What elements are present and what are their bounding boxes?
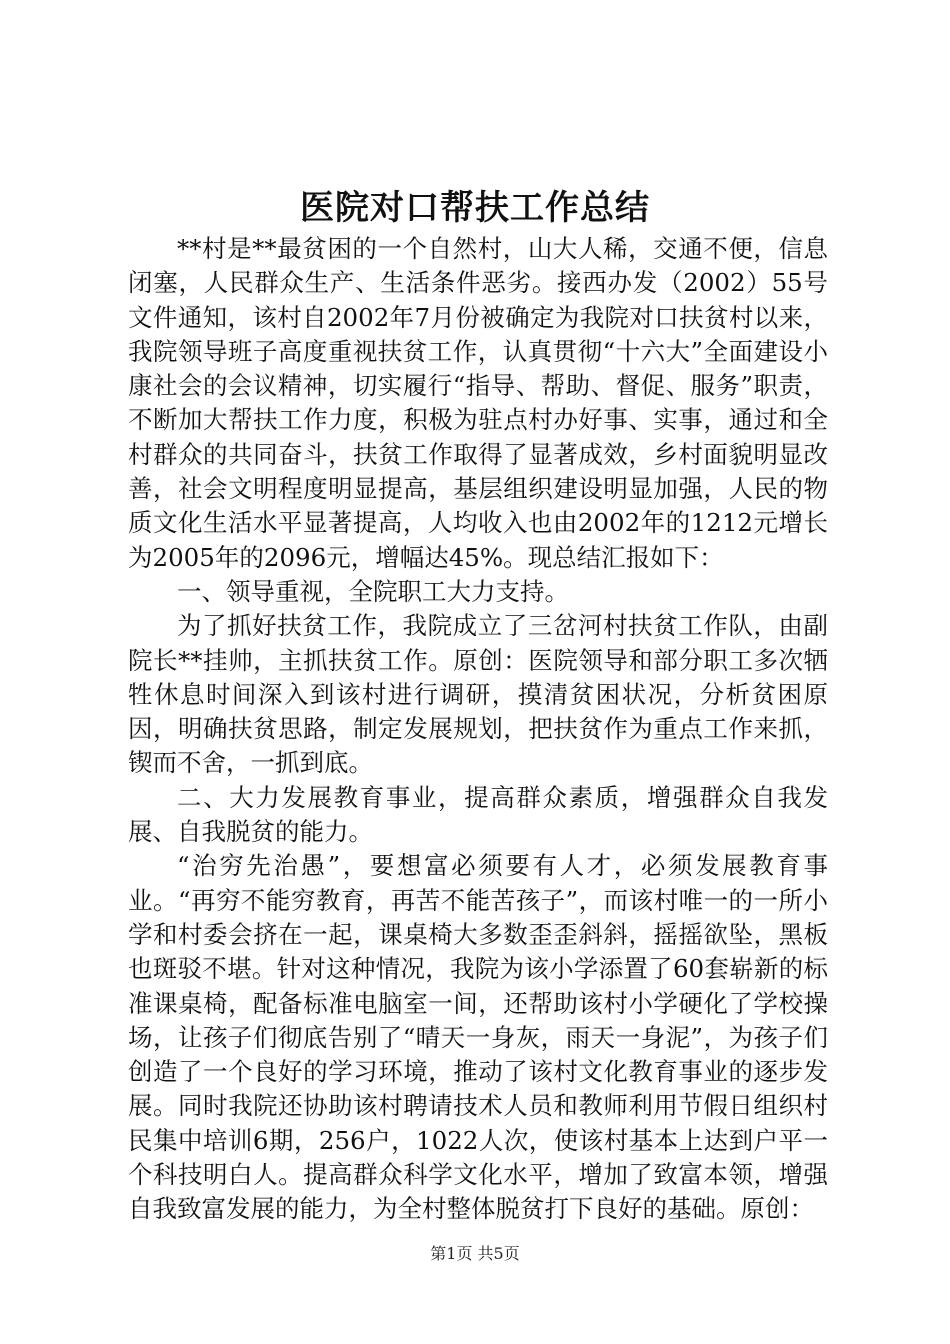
document-title: 医院对口帮扶工作总结 — [300, 188, 650, 228]
page-number-footer: 第1页 共5页 — [430, 1244, 520, 1263]
section-2-paragraph: “治穷先治愚”，要想富必须要有人才，必须发展教育事业。“再穷不能穷教育，再苦不能苦孩子”，而该村唯一的一所小学和村委会挤在一起，课桌椅大多数歪歪斜斜，摇摇欲坠，黑板也斑驳不堪。针对这种情况，我院为该小学添置了60套崭新的标准课桌椅，配备标准电脑室一间，还帮助该村小学硬化了学校操场，让孩子们彻底告别了“晴天一身灰，雨天一身泥”，为孩子们创造了一个良好的学习环境，推动了该村文化教育事业的逐步发展。同时我院还协助该村聘请技术人员和教师利用节假日组织村民集中培训6期，256户，1022人次，使该村基本上达到户平一个科技明白人。提高群众科学文化水平，增加了致富本领，增强自我致富发展的能力，为全村整体脱贫打下良好的基础。原创： — [128, 851, 828, 1224]
section-1-paragraph: 为了抓好扶贫工作，我院成立了三岔河村扶贫工作队，由副院长**挂帅，主抓扶贫工作。原创：医院领导和部分职工多次牺牲休息时间深入到该村进行调研，摸清贫困状况，分析贫困原因，明确扶贫思路，制定发展规划，把扶贫作为重点工作来抓，锲而不舍，一抓到底。 — [128, 611, 828, 778]
intro-paragraph: **村是**最贫困的一个自然村，山大人稀，交通不便，信息闭塞，人民群众生产、生活条件恶劣。接西办发（2002）55号文件通知，该村自2002年7月份被确定为我院对口扶贫村以来，我院领导班子高度重视扶贫工作，认真贯彻“十六大”全面建设小康社会的会议精神，切实履行“指导、帮助、督促、服务”职责，不断加大帮扶工作力度，积极为驻点村办好事、实事，通过和全村群众的共同奋斗，扶贫工作取得了显著成效，乡村面貌明显改善，社会文明程度明显提高，基层组织建设明显加强，人民的物质文化生活水平显著提高，人均收入也由2002年的1212元增长为2005年的2096元，增幅达45%。现总结汇报如下： — [128, 234, 828, 572]
section-heading-1: 一、领导重视，全院职工大力支持。 — [177, 576, 569, 606]
section-heading-2: 二、大力发展教育事业，提高群众素质，增强群众自我发展、自我脱贫的能力。 — [128, 782, 828, 847]
document-body — [128, 232, 828, 1227]
